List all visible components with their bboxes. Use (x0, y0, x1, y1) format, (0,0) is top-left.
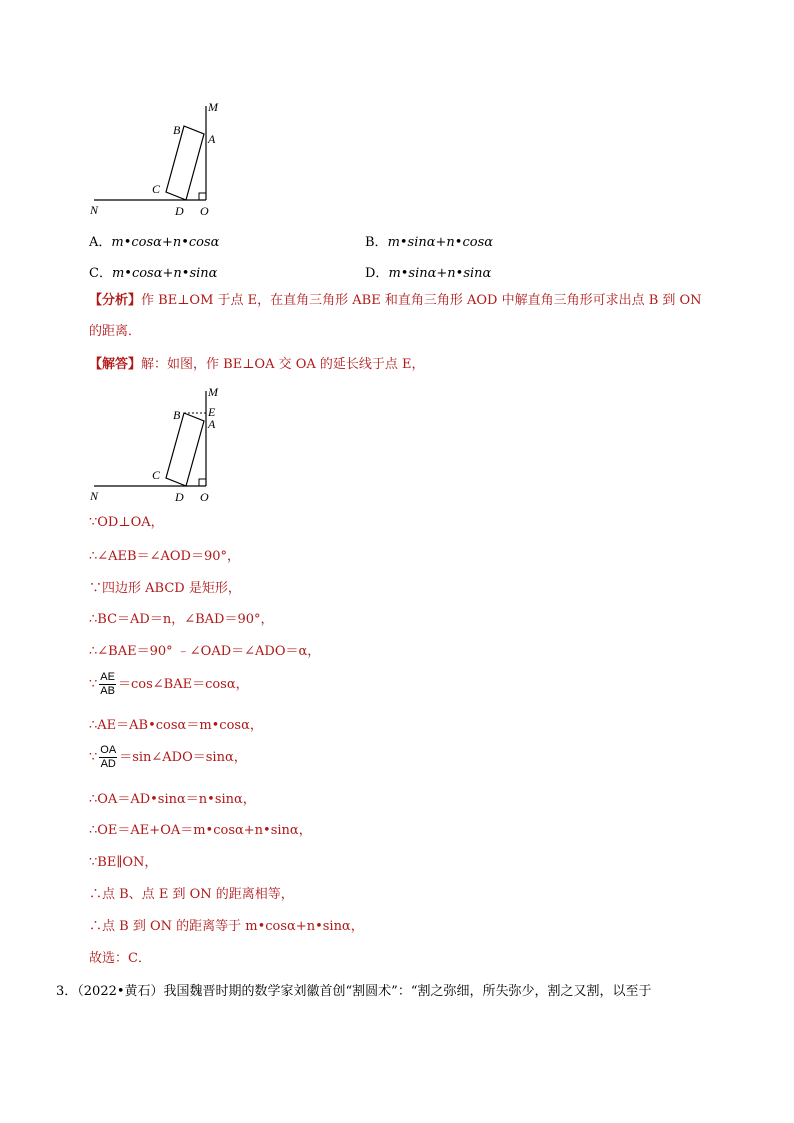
figure-2-diagram (86, 383, 226, 505)
label-b: B (173, 408, 181, 422)
label-c: C (152, 468, 161, 482)
fraction-ae-ab: $\frac{AE}{AB}$ (100, 671, 115, 697)
step-10: ∴OE＝AE+OA＝m•cosα+n•sinα， (89, 823, 312, 838)
step-11: ∵BE∥ON， (89, 855, 158, 870)
step-12: ∴点 B、点 E 到 ON 的距离相等， (89, 887, 294, 902)
step-1: ∵OD⊥OA， (89, 515, 164, 530)
label-a: A (208, 132, 216, 146)
options-row-2 (89, 262, 709, 280)
rectangle-abcd (166, 413, 204, 486)
step-9: ∴OA＝AD•sinα＝n•sinα， (89, 792, 256, 807)
label-n: N (90, 489, 99, 503)
step-7: ∴AE＝AB•cosα＝m•cosα， (89, 718, 263, 733)
analysis-tag: 【分析】 (89, 293, 142, 308)
option-a: A．m•cosα+n•cosα (89, 235, 220, 250)
answer-line: 故选：C． (89, 951, 151, 966)
fraction-oa-ad: $\frac{OA}{AD}$ (100, 744, 117, 770)
label-n: N (90, 203, 99, 217)
figure-1-diagram (86, 98, 226, 220)
step-2: ∴∠AEB＝∠AOD＝90°， (89, 549, 240, 564)
right-angle-mark (199, 193, 206, 200)
solution-intro: 【解答】解：如图，作 BE⊥OA 交 OA 的延长线于点 E， (89, 357, 425, 372)
label-m: M (208, 385, 218, 399)
option-d: D．m•sinα+n•sinα (365, 266, 492, 281)
analysis-line-1: 【分析】作 BE⊥OM 于点 E，在直角三角形 ABE 和直角三角形 AOD 中解直角三角形可求出点 B 到 ON (89, 293, 702, 308)
rectangle-abcd (166, 126, 204, 200)
option-b: B．m•sinα+n•cosα (365, 235, 494, 250)
label-b: B (173, 123, 181, 137)
step-8-fraction: ∵ $\frac{OA}{AD}$ ＝sin∠ADO＝sinα， (89, 744, 247, 770)
label-o: O (200, 490, 209, 504)
right-angle-mark (199, 479, 206, 486)
analysis-line-2: 的距离． (89, 324, 142, 339)
label-o: O (200, 204, 209, 218)
step-3: ∵四边形 ABCD 是矩形， (89, 581, 241, 596)
label-c: C (152, 182, 161, 196)
options-row-1 (89, 231, 709, 249)
solution-tag: 【解答】 (89, 357, 142, 372)
label-d: D (175, 204, 184, 218)
step-4: ∴BC＝AD＝n，∠BAD＝90°， (89, 612, 274, 627)
next-question-text: 3．（2022•黄石）我国魏晋时期的数学家刘徽首创“割圆术”：“割之弥细，所失弥少，割之又割，以至于 (56, 984, 652, 999)
label-d: D (175, 490, 184, 504)
label-m: M (208, 100, 218, 114)
label-a: A (208, 417, 216, 431)
label-e: E (208, 405, 216, 419)
step-13: ∴点 B 到 ON 的距离等于 m•cosα+n•sinα， (89, 919, 364, 934)
option-c: C．m•cosα+n•sinα (89, 266, 218, 281)
step-6-fraction: ∵ $\frac{AE}{AB}$ ＝cos∠BAE＝cosα， (89, 671, 249, 697)
step-5: ∴∠BAE＝90° ﹣∠OAD＝∠ADO＝α， (89, 644, 321, 659)
